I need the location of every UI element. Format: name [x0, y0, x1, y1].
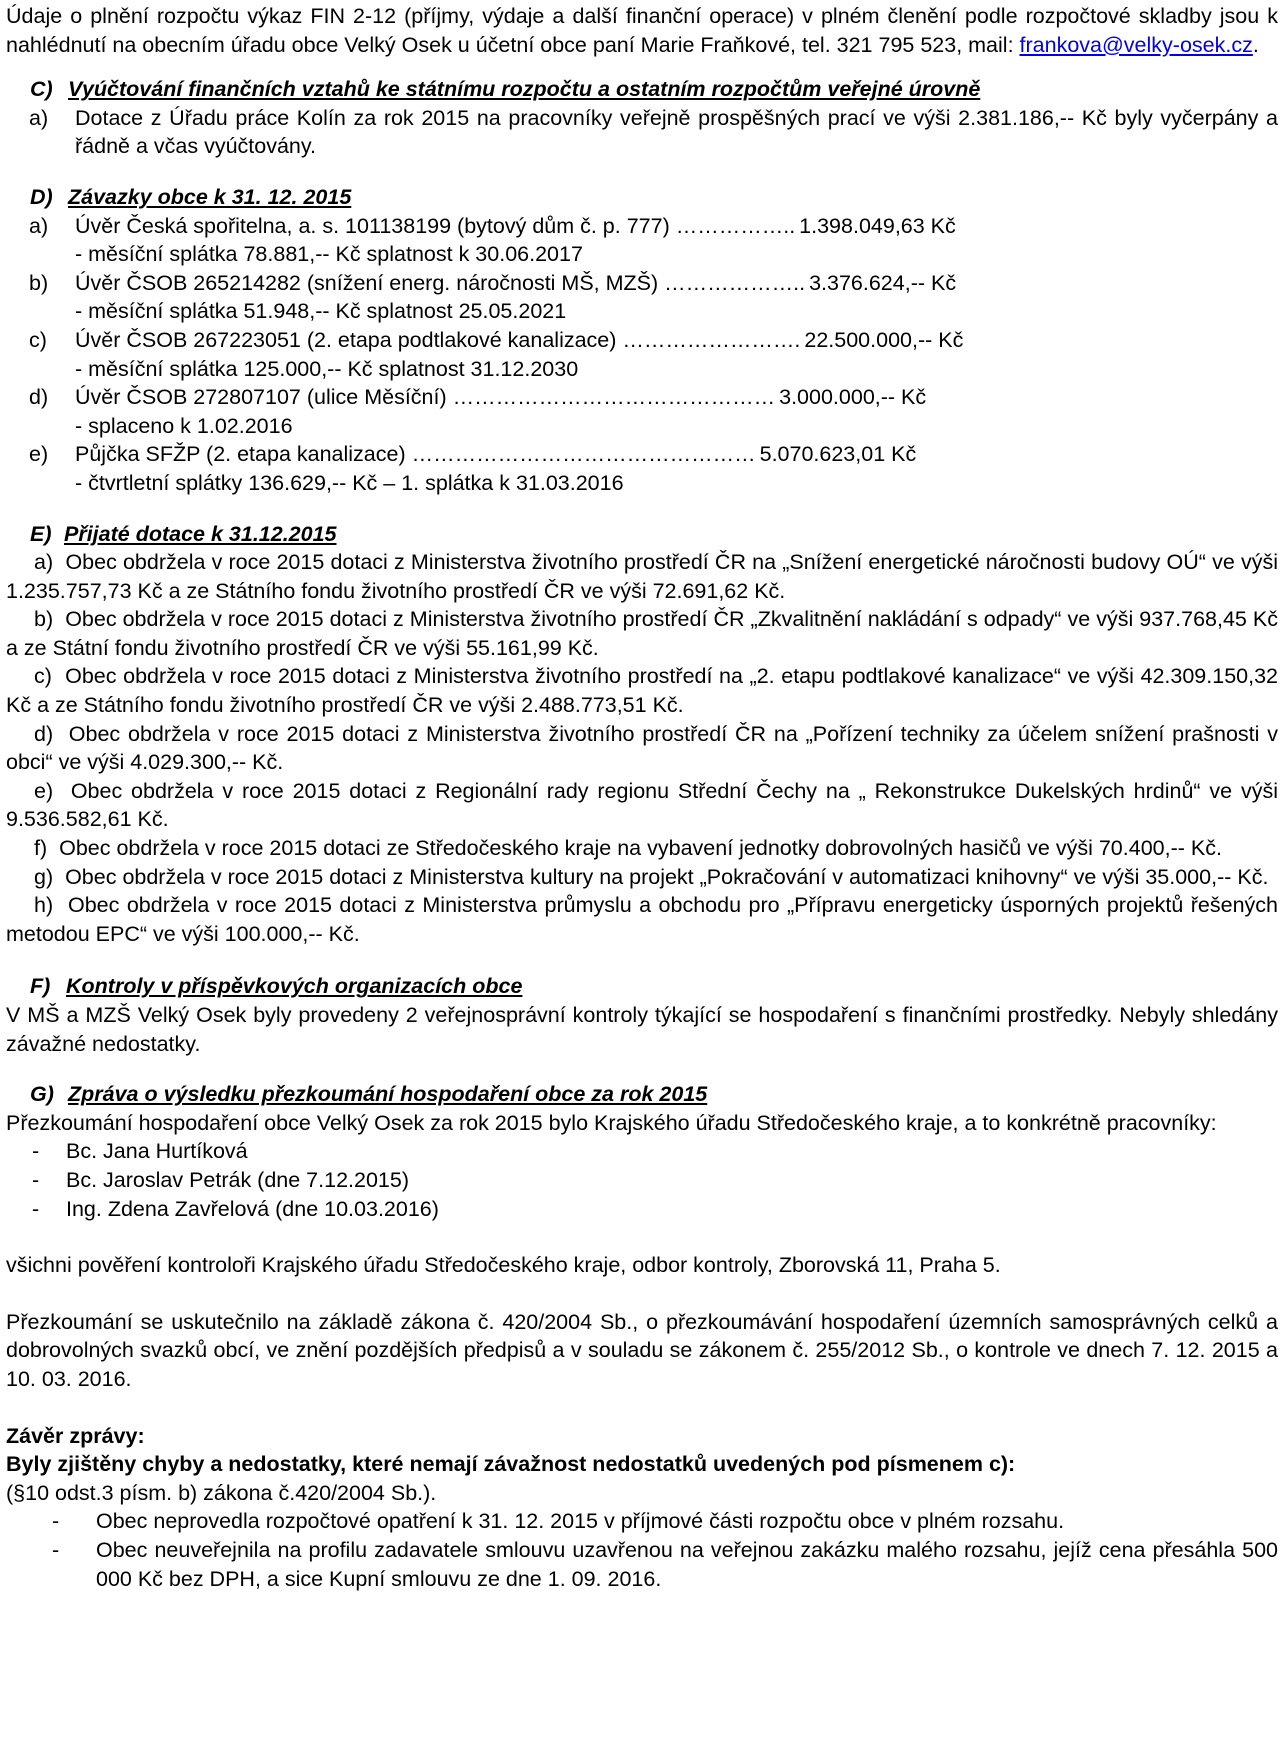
loan-letter: e) — [29, 442, 49, 467]
intro-tail: . — [1252, 32, 1259, 57]
conclusion-heading: Závěr zprávy: — [6, 1423, 145, 1448]
grant-item — [6, 863, 1278, 892]
document-page — [6, 2, 1278, 1593]
section-e-title: Přijaté dotace k 31.12.2015 — [64, 521, 337, 546]
legal-basis: Přezkoumání se uskutečnilo na základě zákona č. 420/2004 Sb., o přezkoumávání hospodaření územních samosprávných celků a dobrovolných svazků obcí, ve znění pozdějších předpisů a v souladu se zákonem č. 255/2012 Sb., o kontrole ve dnech 7. 12. 2015 a 10. 03. 2016. — [6, 1309, 1278, 1391]
loan-note: - měsíční splátka 125.000,-- Kč splatnost 31.12.2030 — [75, 356, 579, 381]
section-c-letter: C) — [30, 77, 53, 102]
email-link[interactable]: frankova@velky-osek.cz — [1019, 32, 1253, 57]
conclusion-reference: (§10 odst.3 písm. b) zákona č.420/2004 Sb.). — [6, 1480, 437, 1505]
section-f-title: Kontroly v příspěvkových organizacích obce — [66, 974, 523, 999]
dash: - — [52, 1537, 60, 1562]
loan-item — [6, 326, 1278, 383]
loan-description: Úvěr ČSOB 265214282 (snížení energ. náročnosti MŠ, MZŠ) ……………….. — [75, 270, 806, 295]
intro-text: Údaje o plnění rozpočtu výkaz FIN 2-12 (příjmy, výdaje a další finanční operace) v plném členění podle rozpočtové skladby jsou k nahlédnutí na obecním úřadu obce Velký Osek u účetní obce paní Marie Fraňkové, tel. 321 795 523, mail: — [6, 4, 1278, 57]
loan-amount: 3.000.000,-- Kč — [779, 385, 927, 410]
section-g-letter: G) — [30, 1082, 54, 1107]
loan-description: Půjčka SFŽP (2. etapa kanalizace) ………………………………………… — [75, 442, 756, 467]
section-g-title: Zpráva o výsledku přezkoumání hospodaření obce za rok 2015 — [68, 1082, 708, 1107]
inspector-list — [6, 1137, 1278, 1223]
spacer — [6, 1394, 1278, 1422]
intro-paragraph — [6, 2, 1278, 59]
item-text: Dotace z Úřadu práce Kolín za rok 2015 na pracovníky veřejně prospěšných prací ve výši 2.381.186,-- Kč byly vyčerpány a řádně a včas vyúčtovány. — [75, 105, 1278, 159]
loan-note: - měsíční splátka 51.948,-- Kč splatnost 25.05.2021 — [75, 299, 567, 324]
loan-description: Úvěr Česká spořitelna, a. s. 101138199 (bytový dům č. p. 777) …………….. — [75, 213, 796, 238]
grant-text: Obec obdržela v roce 2015 dotaci ze Středočeského kraje na vybavení jednotky dobrovolných hasičů ve výši 70.400,-- Kč. — [59, 836, 1222, 861]
finding-text: Obec neuveřejnila na profilu zadavatele smlouvu uzavřenou na veřejnou zakázku malého rozsahu, jejíž cena přesáhla 500 000 Kč bez DPH, a sice Kupní smlouvu ze dne 1. 09. 2016. — [96, 1537, 1278, 1591]
grant-text: Obec obdržela v roce 2015 dotaci z Ministerstva životního prostředí ČR „Zkvalitnění nakládání s odpady“ ve výši 937.768,45 Kč a ze Státní fondu životního prostředí ČR ve výši 55.161,99 Kč. — [6, 607, 1278, 660]
loan-note: - splaceno k 1.02.2016 — [75, 413, 293, 438]
grant-letter: h) — [34, 893, 54, 918]
spacer — [6, 1280, 1278, 1308]
section-g-text: Přezkoumání hospodaření obce Velký Osek za rok 2015 bylo Krajského úřadu Středočeského kraje, a to konkrétně pracovníky: — [6, 1110, 1217, 1135]
section-f-heading — [6, 972, 1278, 1001]
list-item — [6, 1536, 1278, 1593]
section-e-letter: E) — [30, 521, 52, 546]
grant-item — [6, 548, 1278, 605]
dash: - — [32, 1196, 40, 1221]
grant-item — [6, 720, 1278, 777]
loan-amount: 1.398.049,63 Kč — [799, 213, 956, 238]
grant-letter: d) — [34, 721, 54, 746]
section-d-heading — [6, 183, 1278, 212]
inspector-name: Bc. Jana Hurtíková — [66, 1139, 248, 1164]
spacer — [6, 1223, 1278, 1251]
loan-letter: c) — [29, 327, 47, 352]
list-item — [6, 1507, 1278, 1536]
inspector-name: Bc. Jaroslav Petrák (dne 7.12.2015) — [66, 1167, 409, 1192]
grant-letter: c) — [34, 664, 52, 689]
loan-description: Úvěr ČSOB 267223051 (2. etapa podtlakové kanalizace) ……………………. — [75, 327, 801, 352]
loan-item — [6, 269, 1278, 326]
loan-letter: b) — [29, 270, 49, 295]
inspector-name: Ing. Zdena Zavřelová (dne 10.03.2016) — [66, 1196, 439, 1221]
findings-list — [6, 1507, 1278, 1593]
grant-item — [6, 777, 1278, 834]
grant-text: Obec obdržela v roce 2015 dotaci z Ministerstva životního prostředí ČR na „Snížení energetické náročnosti budovy OÚ“ ve výši 1.235.757,73 Kč a ze Státního fondu životního prostředí ČR ve výši 72.691,62 Kč. — [6, 550, 1278, 603]
grant-item — [6, 834, 1278, 863]
grant-text: Obec obdržela v roce 2015 dotaci z Ministerstva životního prostředí na „2. etapu podtlakové kanalizace“ ve výši 42.309.150,32 Kč a ze Státního fondu životního prostředí ČR ve výši 2.488.773,51 Kč. — [6, 664, 1278, 718]
loan-item — [6, 212, 1278, 269]
section-c-item — [6, 104, 1278, 161]
grant-letter: f) — [34, 836, 48, 861]
inspectors-office: všichni pověření kontroloři Krajského úřadu Středočeského kraje, odbor kontroly, Zborovská 11, Praha 5. — [6, 1253, 1001, 1278]
loan-amount: 5.070.623,01 Kč — [759, 442, 917, 467]
grant-text: Obec obdržela v roce 2015 dotaci z Regionální rady regionu Střední Čechy na „ Rekonstrukce Dukelských hrdinů“ ve výši 9.536.582,61 Kč. — [6, 778, 1278, 832]
conclusion-subheading: Byly zjištěny chyby a nedostatky, které nemají závažnost nedostatků uvedených pod písmenem c): — [6, 1452, 1016, 1477]
section-g-heading — [6, 1080, 1278, 1109]
grant-text: Obec obdržela v roce 2015 dotaci z Ministerstva životního prostředí ČR na „Pořízení techniky za účelem snížení prašnosti v obci“ ve výši 4.029.300,-- Kč. — [6, 721, 1278, 775]
loan-amount: 3.376.624,-- Kč — [809, 270, 957, 295]
section-f-text: V MŠ a MZŠ Velký Osek byly provedeny 2 veřejnosprávní kontroly týkající se hospodaření s finančními prostředky. Nebyly shledány závažné nedostatky. — [6, 1003, 1278, 1056]
grant-list — [6, 548, 1278, 948]
list-item — [6, 1166, 1278, 1195]
grant-text: Obec obdržela v roce 2015 dotaci z Ministerstva průmyslu a obchodu pro „Přípravu energeticky úsporných projektů řešených metodou EPC“ ve výši 100.000,-- Kč. — [6, 893, 1278, 946]
section-d-letter: D) — [30, 184, 53, 209]
dash: - — [52, 1509, 60, 1534]
loan-letter: d) — [29, 385, 49, 410]
dash: - — [32, 1139, 40, 1164]
section-f-letter: F) — [30, 974, 51, 999]
loan-description: Úvěr ČSOB 272807107 (ulice Měsíční) ……………………………………… — [75, 385, 776, 410]
dash: - — [32, 1167, 40, 1192]
loan-item — [6, 440, 1278, 497]
section-c-title: Vyúčtování finančních vztahů ke státnímu rozpočtu a ostatním rozpočtům veřejné úrovně — [68, 77, 981, 102]
grant-item — [6, 605, 1278, 662]
loan-note: - čtvrtletní splátky 136.629,-- Kč – 1. splátka k 31.03.2016 — [75, 470, 624, 495]
list-item — [6, 1137, 1278, 1166]
loan-list — [6, 212, 1278, 498]
grant-text: Obec obdržela v roce 2015 dotaci z Ministerstva kultury na projekt „Pokračování v automatizaci knihovny“ ve výši 35.000,-- Kč. — [65, 864, 1269, 889]
loan-note: - měsíční splátka 78.881,-- Kč splatnost k 30.06.2017 — [75, 242, 583, 267]
loan-letter: a) — [29, 213, 49, 238]
grant-item — [6, 891, 1278, 948]
grant-letter: e) — [34, 778, 54, 803]
loan-item — [6, 383, 1278, 440]
grant-letter: g) — [34, 864, 54, 889]
grant-item — [6, 662, 1278, 719]
section-d-title: Závazky obce k 31. 12. 2015 — [68, 184, 352, 209]
list-item — [6, 1195, 1278, 1224]
section-c-heading — [6, 75, 1278, 104]
grant-letter: b) — [34, 607, 54, 632]
item-letter: a) — [29, 105, 49, 130]
grant-letter: a) — [34, 550, 54, 575]
finding-text: Obec neprovedla rozpočtové opatření k 31. 12. 2015 v příjmové části rozpočtu obce v plném rozsahu. — [96, 1509, 1065, 1534]
section-e-heading — [6, 520, 1278, 549]
loan-amount: 22.500.000,-- Kč — [804, 327, 964, 352]
